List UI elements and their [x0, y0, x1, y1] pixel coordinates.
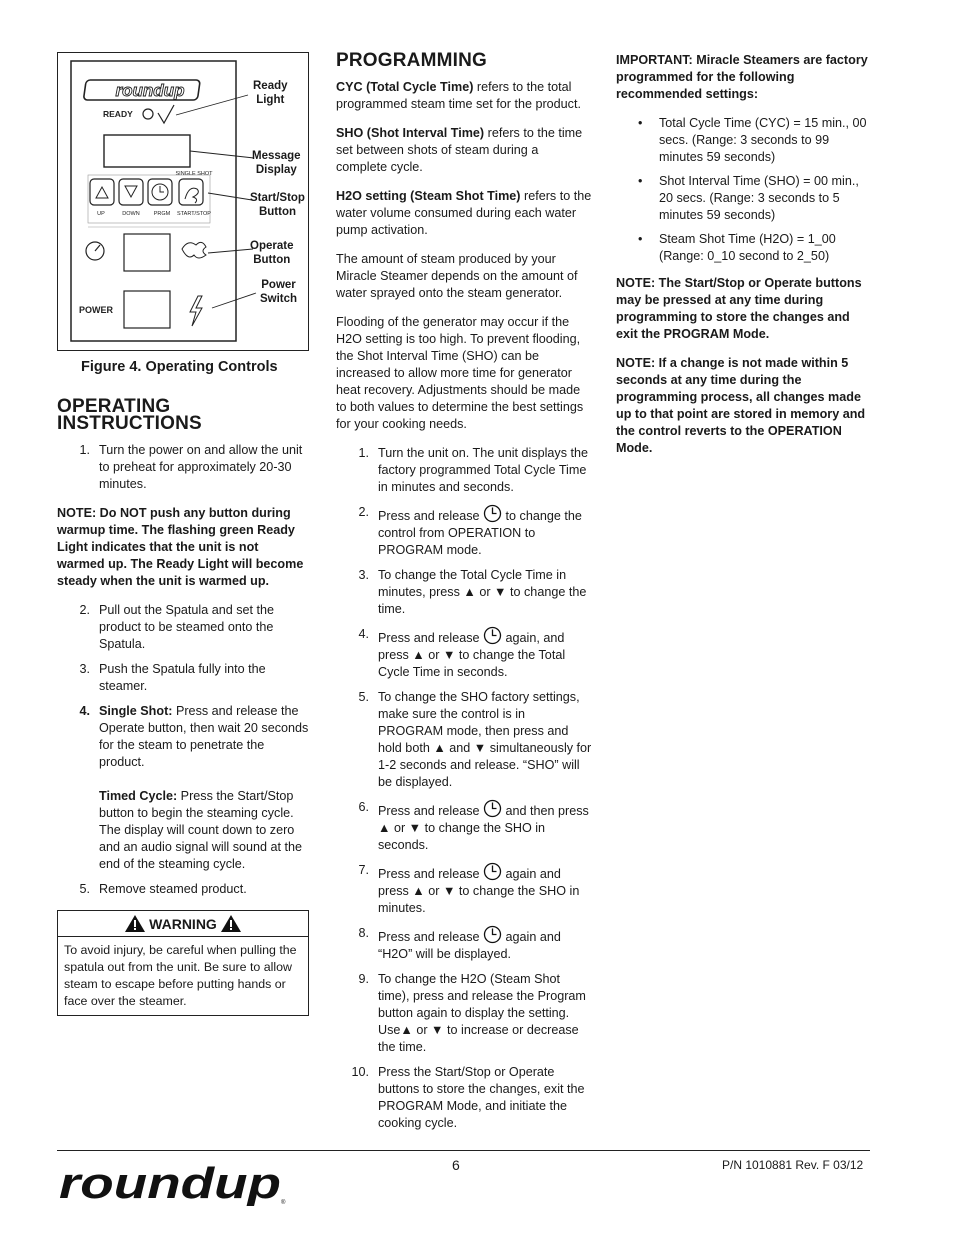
operate-window: [124, 234, 170, 271]
step-text: Press and release: [378, 867, 484, 881]
step-number: 4.: [358, 627, 369, 641]
h2o-term: H2O setting (Steam Shot Time): [336, 189, 521, 203]
single-shot-term: Single Shot:: [99, 704, 173, 718]
step-number: 6.: [358, 800, 369, 814]
important-note: IMPORTANT: Miracle Steamers are factory programmed for the following recommended settings:: [616, 53, 868, 101]
callout-text: Button: [253, 254, 291, 266]
step-text: Press the Start/Stop or Operate buttons to store the changes, exit the PROGRAM Mode, and initiate the cooking cycle.: [378, 1065, 585, 1130]
message-display: [104, 135, 190, 167]
ready-label: READY: [103, 109, 133, 119]
list-item: • Shot Interval Time (SHO) = 00 min., 20 secs. (Range: 3 seconds to 5 minutes 59 seconds): [616, 173, 872, 224]
single-shot-label: SINGLE SHOT: [175, 171, 213, 177]
down-button: [119, 179, 143, 205]
step-number: 2.: [358, 505, 369, 519]
step-text: Push the Spatula fully into the steamer.: [99, 662, 266, 693]
step-text: again, and press ▲ or ▼ to change the Total Cycle Time in seconds.: [378, 631, 566, 679]
step-text: Press and release: [378, 804, 484, 818]
programming-heading: PROGRAMMING: [336, 50, 488, 71]
power-window: [124, 291, 170, 328]
warning-text: To avoid injury, be careful when pulling the spatula out from the unit. Be sure to allow steam to escape before putting hands or face over the steamer.: [64, 943, 297, 1008]
step-text: and then press ▲ or ▼ to change the SHO in seconds.: [378, 804, 589, 852]
callout-text: Ready: [253, 80, 288, 92]
step-text: Remove steamed product.: [99, 882, 247, 896]
list-item: [336, 445, 592, 496]
callout-text: Operate: [250, 240, 294, 252]
operating-steps-a: [57, 442, 309, 493]
step-text: again and “H2O” will be displayed.: [378, 930, 561, 961]
list-item: [57, 442, 309, 493]
step-number: 7.: [358, 863, 369, 877]
callout-text: Light: [256, 94, 285, 106]
callout-text: Display: [255, 164, 297, 176]
list-item: [57, 602, 309, 653]
list-item: [57, 881, 309, 898]
prgm-label: PRGM: [153, 211, 171, 217]
steam-amount-paragraph: The amount of steam produced by your Miracle Steamer depends on the amount of water sprayed onto the steam generator.: [336, 252, 578, 300]
lightning-icon: [190, 296, 202, 326]
down-label: DOWN: [122, 211, 140, 217]
program-clock-icon: [483, 862, 502, 881]
panel-logo: roundup: [115, 81, 185, 100]
step-number: 3.: [79, 662, 90, 676]
list-item: [336, 862, 592, 917]
list-item: • Steam Shot Time (H2O) = 1_00 (Range: 0_10 second to 2_50): [616, 231, 872, 265]
step-text: Turn the unit on. The unit displays the factory programmed Total Cycle Time in minutes and seconds.: [378, 446, 589, 494]
warning-header: [58, 911, 308, 937]
list-item: [336, 626, 592, 681]
list-item: [336, 971, 592, 1056]
recommended-settings-list: [616, 115, 872, 265]
program-clock-icon: [483, 925, 502, 944]
step-number: 9.: [358, 972, 369, 986]
timed-cycle-paragraph: [99, 788, 309, 873]
warning-triangle-icon: [125, 915, 145, 932]
program-clock-icon: [483, 799, 502, 818]
step-text: To change the Total Cycle Time in minutes, press ▲ or ▼ to change the time.: [378, 568, 587, 616]
svg-text:®: ®: [281, 1200, 286, 1206]
up-label: UP: [97, 211, 105, 217]
callout-ready-light: [253, 79, 288, 107]
list-item: [336, 689, 592, 791]
footer-divider: [57, 1150, 870, 1151]
list-item: [336, 799, 592, 854]
callout-text: Switch: [260, 293, 298, 305]
h2o-definition: [336, 188, 592, 239]
callout-text: Power: [261, 279, 296, 291]
page-number: 6: [452, 1157, 460, 1173]
cyc-definition: [336, 79, 592, 113]
step-number: 4.: [79, 704, 90, 718]
right-column: [616, 52, 872, 469]
step-number: 10.: [351, 1065, 369, 1079]
callout-text: Message: [252, 150, 301, 162]
roundup-logo: [57, 1164, 289, 1206]
step-text: Pull out the Spatula and set the product to be steamed onto the Spatula.: [99, 603, 275, 651]
callout-text: Start/Stop: [250, 192, 305, 204]
operating-heading: OPERATING INSTRUCTIONS: [57, 396, 202, 434]
power-label: POWER: [79, 305, 114, 315]
middle-column: [336, 52, 592, 1144]
timeout-note: NOTE: If a change is not made within 5 seconds at any time during the programming process, all changes made up to that point are stored in memory and the control reverts to the OPERATION Mode.: [616, 356, 866, 455]
list-item: [57, 661, 309, 695]
warmup-note: NOTE: Do NOT push any button during warmup time. The flashing green Ready Light indicates that the unit is not warmed up. The Ready Light will become steady when the unit is warmed up.: [57, 506, 304, 588]
sho-term: SHO (Shot Interval Time): [336, 126, 485, 140]
callout-power: [260, 278, 297, 306]
programming-steps: [336, 445, 592, 1132]
warning-triangle-icon: [221, 915, 241, 932]
step-text: To change the H2O (Steam Shot time), press and release the Program button again to display the setting. Use▲ or ▼ to increase or decrease the time.: [378, 972, 586, 1054]
program-clock-icon: [483, 626, 502, 645]
warning-box: [57, 910, 309, 1016]
figure-caption: Figure 4. Operating Controls: [81, 359, 278, 375]
operating-controls-figure: [57, 52, 309, 351]
list-item: [336, 925, 592, 963]
step-number: 2.: [79, 603, 90, 617]
step-text: Turn the power on and allow the unit to preheat for approximately 20-30 minutes.: [99, 443, 303, 491]
step-text: Press and release: [378, 509, 484, 523]
operating-steps-b: [57, 602, 309, 898]
callout-operate: [250, 239, 293, 267]
step-text: to change the control from OPERATION to PROGRAM mode.: [378, 509, 582, 557]
step-text: To change the SHO factory settings, make sure the control is in PROGRAM mode, then press and hold both ▲ and ▼ simultaneously for 1-2 seconds and release. “SHO” will be displayed.: [378, 690, 592, 789]
sho-definition: [336, 125, 592, 176]
ready-light-icon: [143, 109, 153, 119]
step-number: 5.: [79, 882, 90, 896]
left-column: [57, 52, 309, 1016]
cyc-term: CYC (Total Cycle Time): [336, 80, 474, 94]
list-item: • Total Cycle Time (CYC) = 15 min., 00 secs. (Range: 3 seconds to 99 minutes 59 seconds): [616, 115, 872, 166]
svg-text:roundup: roundup: [59, 1164, 281, 1206]
step-text: Press and release the Operate button, then wait 20 seconds for the steam to penetrate the product.: [99, 704, 309, 769]
warning-title: WARNING: [149, 916, 217, 932]
timed-cycle-term: Timed Cycle:: [99, 789, 178, 803]
part-number: P/N 1010881 Rev. F 03/12: [722, 1158, 864, 1172]
step-number: 1.: [358, 446, 369, 460]
list-item: [336, 1064, 592, 1132]
step-number: 5.: [358, 690, 369, 704]
step-number: 1.: [79, 443, 90, 457]
definition-text: refers to the water volume consumed during each water pump activation.: [336, 189, 592, 237]
step-number: 8.: [358, 926, 369, 940]
step-text: Press the Start/Stop button to begin the steaming cycle. The display will count down to zero and an audio signal will sound at the end of the steaming cycle.: [99, 789, 303, 871]
start-stop-note: NOTE: The Start/Stop or Operate buttons may be pressed at any time during programming to store the changes and exit the PROGRAM Mode.: [616, 276, 862, 341]
up-button: [90, 179, 114, 205]
step-number: 3.: [358, 568, 369, 582]
start-stop-button: [179, 179, 203, 205]
definition-text: refers to the time set between shots of steam during a complete cycle.: [336, 126, 583, 174]
list-item: [57, 703, 309, 873]
list-item: [336, 567, 592, 618]
start-stop-label: START/STOP: [177, 211, 211, 217]
callout-text: Button: [258, 206, 296, 218]
step-text: Press and release: [378, 631, 484, 645]
program-clock-icon: [483, 504, 502, 523]
list-item: [336, 504, 592, 559]
flooding-paragraph: Flooding of the generator may occur if the H2O setting is too high. To prevent flooding, the Shot Interval Time (SHO) can be increased to allow more time for generator heat recovery. Adjustments should be made to both values to determine the best settings for your cooking needs.: [336, 315, 584, 431]
callout-start-stop: [250, 191, 305, 219]
step-text: again and press ▲ or ▼ to change the SHO in minutes.: [378, 867, 580, 915]
step-text: Press and release: [378, 930, 484, 944]
callout-message-display: [252, 149, 301, 177]
definition-text: refers to the total programmed steam time set for the product.: [336, 80, 581, 111]
